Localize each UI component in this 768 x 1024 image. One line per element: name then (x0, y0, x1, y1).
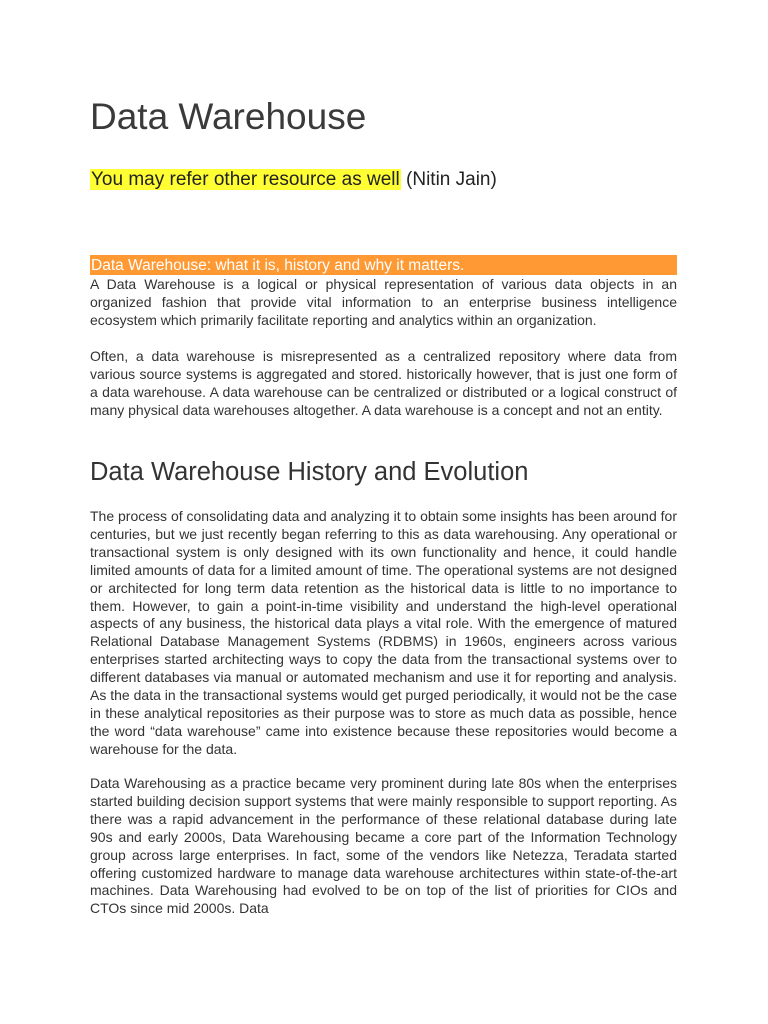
history-paragraph-1: The process of consolidating data and analyzing it to obtain some insights has been around for centuries, but we just recently began referring to this as data warehousing. Any operational or transactional system is only designed with its own functionality and hence, it could handle limited amounts of data for a limited amount of time. The operational systems are not designed or architected for long term data retention as the historical data is little to no importance to them. However, to gain a point-in-time visibility and understand the high-level operational aspects of any business, the historical data plays a vital role. With the emergence of matured Relational Database Management Systems (RDBMS) in 1960s, engineers across various enterprises started architecting ways to copy the data from the transactional systems over to different databases via manual or automated mechanism and use it for reporting and analysis. As the data in the transactional systems would get purged periodically, it would not be the case in these analytical repositories as their purpose was to store as much data as possible, hence the word “data warehouse” came into existence because these repositories would become a warehouse for the data. (90, 508, 677, 757)
subtitle-line (90, 168, 497, 192)
page-title: Data Warehouse (90, 96, 367, 137)
section-heading-bar: Data Warehouse: what it is, history and why it matters. (90, 255, 677, 275)
history-paragraph-2: Data Warehousing as a practice became very prominent during late 80s when the enterprises started building decision support systems that were mainly responsible to support reporting. As there was a rapid advancement in the performance of these relational database during late 90s and early 2000s, Data Warehousing became a core part of the Information Technology group across large enterprises. In fact, some of the vendors like Netezza, Teradata started offering customized hardware to manage data warehouse architectures within state-of-the-art machines. Data Warehousing had evolved to be on top of the list of priorities for CIOs and CTOs since mid 2000s. Data (90, 775, 677, 917)
history-heading: Data Warehouse History and Evolution (90, 458, 529, 486)
intro-paragraph-2: Often, a data warehouse is misrepresented as a centralized repository where data from various source systems is aggregated and stored. historically however, that is just one form of a data warehouse. A data warehouse can be centralized or distributed or a logical construct of many physical data warehouses altogether. A data warehouse is a concept and not an entity. (90, 348, 677, 418)
highlighted-note: You may refer other resource as well (91, 169, 400, 190)
author-credit: (Nitin Jain) (406, 169, 497, 190)
intro-paragraph-1: A Data Warehouse is a logical or physical representation of various data objects in an organized fashion that provide vital information to an enterprise business intelligence ecosystem which primarily facilitate reporting and analytics within an organization. (90, 276, 677, 328)
